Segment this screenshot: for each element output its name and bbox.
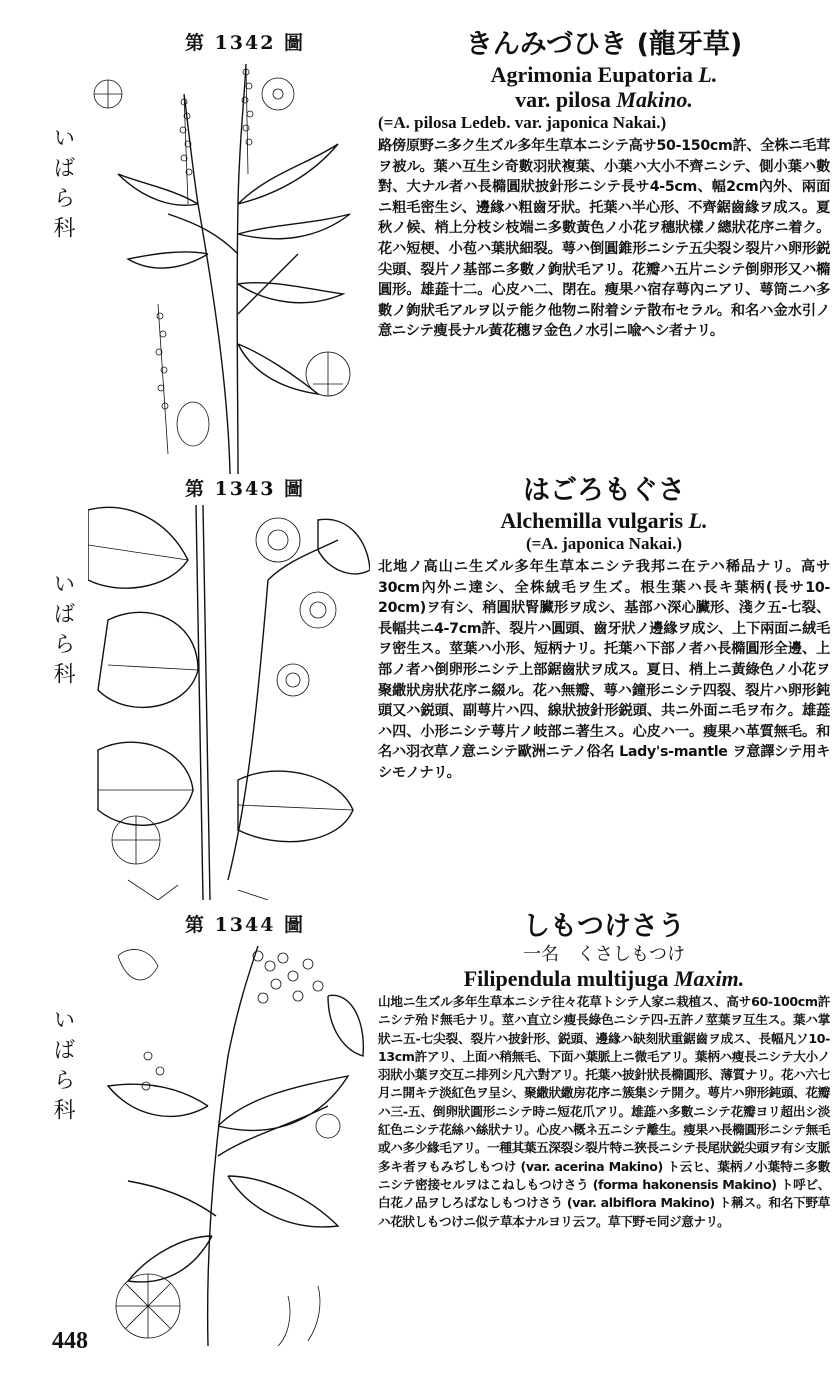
variety-label: var. pilosa <box>515 87 611 112</box>
scientific-name <box>378 508 830 533</box>
variety-author: Makino. <box>616 87 693 112</box>
figure-label: 第 1343 圖 <box>184 478 306 500</box>
scientific-genus-species: Agrimonia Eupatoria <box>490 62 693 87</box>
illustration-alchemilla <box>88 500 370 900</box>
synonym: (=A. japonica Nakai.) <box>525 534 683 553</box>
entry-text <box>378 474 830 784</box>
description: 山地ニ生ズル多年生草本ニシテ往々花草トシテ人家ニ栽植ス、高サ60-100cm許ニシテ殆ド無毛ナリ。莖ハ直立シ瘦長綠色ニシテ四-五許ノ莖葉ヲ互生ス。葉ハ掌狀ニ五-七尖裂、裂片ハ披針形、鋭頭、邊緣ハ缺刻狀重鋸齒ヲ成ス、長幅凡ソ10-13cm許アリ、上面ハ稍無毛、下面ハ葉脈上ニ微毛アリ。葉柄ハ瘦長ニシテ大小ノ羽狀小葉ヲ交互ニ排列シ凡六對アリ。托葉ハ披針狀長橢圓形、薄質ナリ。花ハ六七月ニ開キテ淡紅色ヲ呈シ、聚繖狀繖房花序ニ簇集シテ開ク。萼片ハ卵形鈍頭、花瓣ハ三-五、倒卵狀圓形ニシテ時ニ短花爪アリ。雄蕋ハ多數ニシテ花瓣ヨリ超出シ淡紅色ニシテ花絲ハ絲狀ナリ。心皮ハ概ネ五ニシテ離生。瘦果ハ長橢圓形ニシテ無毛或ハ多少緣毛アリ。一種其葉五深裂シ裂片特ニ狹長ニシテ長尾狀鋭尖頭ヲ有シ支脈多キ者ヲもみぢしもつけ (var. acerina Makino) ト云ヒ、葉柄ノ小葉特ニ多數ニシテ密接セルヲはこねしもつけさう (forma hakonensis Makino) ト呼ビ、白花ノ品ヲしろばなしもつけさう (var. albiflora Makino) ト稱ス。和名下野草ハ花狀しもつけニ似テ草本ナルヨリ云フ。草下野モ同ジ意ナリ。 <box>378 994 830 1229</box>
description: 路傍原野ニ多ク生ズル多年生草本ニシテ高サ50-150cm許、全株ニ毛茸ヲ被ル。葉ハ互生シ奇數羽狀複葉、小葉ハ大小不齊ニシテ、側小葉ハ數對、大ナル者ハ長橢圓狀披針形ニシテ長サ4-5cm、幅2cm內外、兩面ニ粗毛密生シ、邊緣ハ粗齒牙狀。托葉ハ半心形、不齊鋸齒緣ヲ成ス。夏秋ノ候、梢上分枝シ枝端ニ多數黃色ノ小花ヲ穗狀樣ノ總狀花序ニ着ク。花ハ短梗、小苞ハ葉狀細裂。萼ハ倒圓錐形ニシテ五尖裂シ裂片ハ卵形鋭尖頭、裂片ノ基部ニ多數ノ鉤狀毛アリ。花瓣ハ五片ニシテ倒卵形又ハ橢圓形。雄蕋十二。心皮ハ二、閉在。瘦果ハ宿存萼內ニアリ、萼筒ニハ多數ノ鉤狀毛アルヲ以テ能ク他物ニ附着シテ散布セラル。和名ハ金水引ノ意ニシテ瘦長ナル黃花穗ヲ金色ノ水引ニ喩ヘシ者ナリ。 <box>378 138 830 340</box>
entry-text <box>378 910 830 1231</box>
scientific-name <box>378 62 830 87</box>
illustration-filipendula <box>88 936 370 1346</box>
alternate-name: 一名 くさしもつけ <box>523 944 685 965</box>
figure-label: 第 1344 圖 <box>184 914 306 936</box>
figure-label: 第 1342 圖 <box>184 32 306 54</box>
scientific-genus-species: Filipendula multijuga <box>463 966 669 991</box>
entry-1344 <box>0 910 840 1360</box>
family-label: いばら科 <box>50 126 75 246</box>
synonym: (=A. pilosa Ledeb. var. japonica Nakai.) <box>378 113 667 132</box>
scientific-name <box>378 966 830 991</box>
family-label: いばら科 <box>50 572 75 692</box>
entry-1342 <box>0 28 840 468</box>
entry-1343 <box>0 474 840 904</box>
page-number: 448 <box>52 1328 88 1354</box>
japanese-name: しもつけさう <box>523 911 685 942</box>
variety-name <box>378 87 830 112</box>
japanese-name: きんみづひき (龍牙草) <box>465 29 743 60</box>
entry-text <box>378 28 830 342</box>
scientific-author: L. <box>698 62 718 87</box>
japanese-name: はごろもぐさ <box>523 475 685 506</box>
scientific-genus-species: Alchemilla vulgaris <box>500 508 684 533</box>
family-label: いばら科 <box>50 1008 75 1128</box>
description: 北地ノ高山ニ生ズル多年生草本ニシテ我邦ニ在テハ稀品ナリ。高サ30cm內外ニ達シ、全株絨毛ヲ生ズ。根生葉ハ長キ葉柄(長サ10-20cm)ヲ有シ、稍圓狀腎臟形ヲ成シ、基部ハ深心臟形、淺ク五-七裂、長幅共ニ4-7cm許、裂片ハ圓頭、齒牙狀ノ邊緣ヲ成シ、上下兩面ニ絨毛ヲ密生ス。莖葉ハ小形、短柄ナリ。托葉ハ下部ノ者ハ長橢圓形全邊、上部ノ者ハ倒卵形ニシテ上部鋸齒狀ヲ成ス。夏日、梢上ニ黃綠色ノ小花ヲ聚繖狀房狀花序ニ綴ル。花ハ無瓣、萼ハ鐘形ニシテ四裂、裂片ハ卵形鈍頭又ハ鋭頭、副萼片ハ四、線狀披針形鋭頭、共ニ外面ニ毛ヲ布ク。雄蕋ハ四、小形ニシテ萼片ノ岐部ニ著生ス。心皮ハ一。瘦果ハ革質無毛。和名ハ羽衣草ノ意ニシテ歐洲ニテノ俗名 Lady's-mantle ヲ意譯シテ用キシモノナリ。 <box>378 559 830 781</box>
illustration-agrimonia <box>88 54 370 474</box>
scientific-author: Maxim. <box>673 966 745 991</box>
scientific-author: L. <box>688 508 708 533</box>
